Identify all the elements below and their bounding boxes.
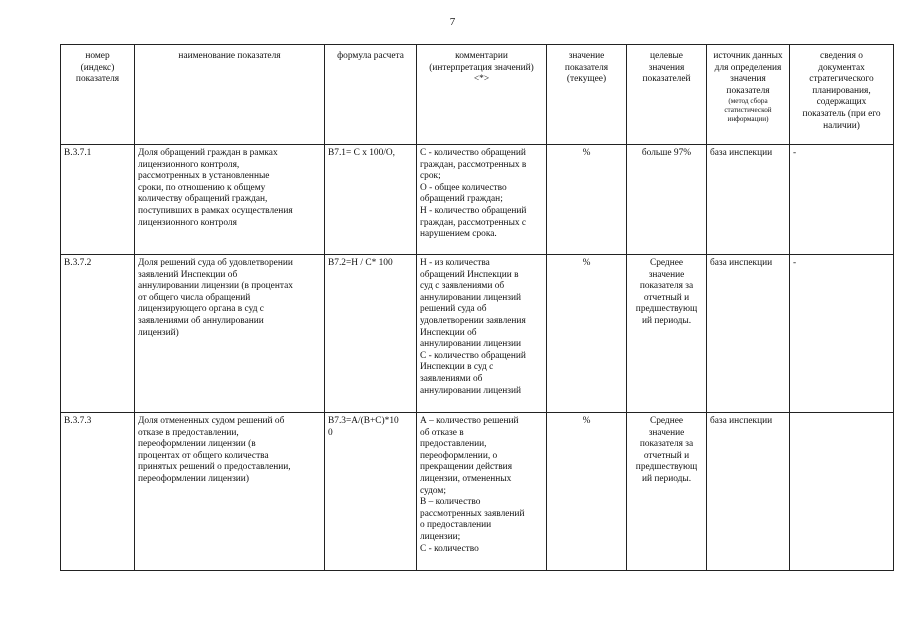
table-row [61, 413, 894, 571]
row-docs: - [790, 255, 894, 413]
row-docs [790, 413, 894, 571]
header-index: номер (индекс) показателя [61, 45, 135, 145]
row-value: % [547, 255, 627, 413]
row-formula: В7.1= С х 100/О, [325, 145, 417, 255]
header-value: значение показателя (текущее) [547, 45, 627, 145]
row-index: В.3.7.1 [61, 145, 135, 255]
header-target: целевые значения показателей [627, 45, 707, 145]
header-source-method: (метод сбора статистической информации) [724, 97, 772, 124]
row-target: больше 97% [627, 145, 707, 255]
header-name: наименование показателя [135, 45, 325, 145]
row-index: В.3.7.2 [61, 255, 135, 413]
row-value: % [547, 413, 627, 571]
row-target: Среднее значение показателя за отчетный и предшествующ ий периоды. [627, 255, 707, 413]
header-comment: комментарии (интерпретация значений) <*> [417, 45, 547, 145]
row-name: Доля отмененных судом решений об отказе в предоставлении, переоформлении лицензии (в процентах от общего количества принятых решений о предоставлении, переоформлении лицензии) [135, 413, 325, 571]
row-index: В.3.7.3 [61, 413, 135, 571]
header-formula: формула расчета [325, 45, 417, 145]
row-comment: Н - из количества обращений Инспекции в суд с заявлениями об аннулировании лицензий решений суда об удовлетворении заявления Инспекции об аннулировании лицензии С - количество обращений Инспекции в суд с заявлениями об аннулировании лицензий [417, 255, 547, 413]
row-source: база инспекции [707, 255, 790, 413]
row-source: база инспекции [707, 145, 790, 255]
row-source: база инспекции [707, 413, 790, 571]
header-docs: сведения о документах стратегического планирования, содержащих показатель (при его наличии) [790, 45, 894, 145]
page-number: 7 [449, 16, 456, 28]
row-formula: В7.2=Н / С* 100 [325, 255, 417, 413]
row-value: % [547, 145, 627, 255]
row-formula: В7.3=А/(В+С)*10 0 [325, 413, 417, 571]
header-source: источник данных для определения значения показателя (метод сбора статистической информации) [707, 45, 790, 145]
table-row [61, 255, 894, 413]
table-row [61, 145, 894, 255]
indicators-table [60, 44, 894, 571]
row-comment: С - количество обращений граждан, рассмотренных в срок; О - общее количество обращений граждан; Н - количество обращений граждан, рассмотренных с нарушением срока. [417, 145, 547, 255]
row-comment: А – количество решений об отказе в предоставлении, переоформлении, о прекращении действия лицензии, отмененных судом; В – количество рассмотренных заявлений о предоставлении лицензии; С - количество [417, 413, 547, 571]
row-docs: - [790, 145, 894, 255]
row-target: Среднее значение показателя за отчетный и предшествующ ий периоды. [627, 413, 707, 571]
row-name: Доля обращений граждан в рамках лицензионного контроля, рассмотренных в установленные сроки, по отношению к общему количеству обращений граждан, поступивших в рамках осуществления лицензионного контроля [135, 145, 325, 255]
row-name: Доля решений суда об удовлетворении заявлений Инспекции об аннулировании лицензии (в процентах от общего числа обращений лицензирующего органа в суд с заявлениями об аннулировании лицензий) [135, 255, 325, 413]
header-row [61, 45, 894, 145]
